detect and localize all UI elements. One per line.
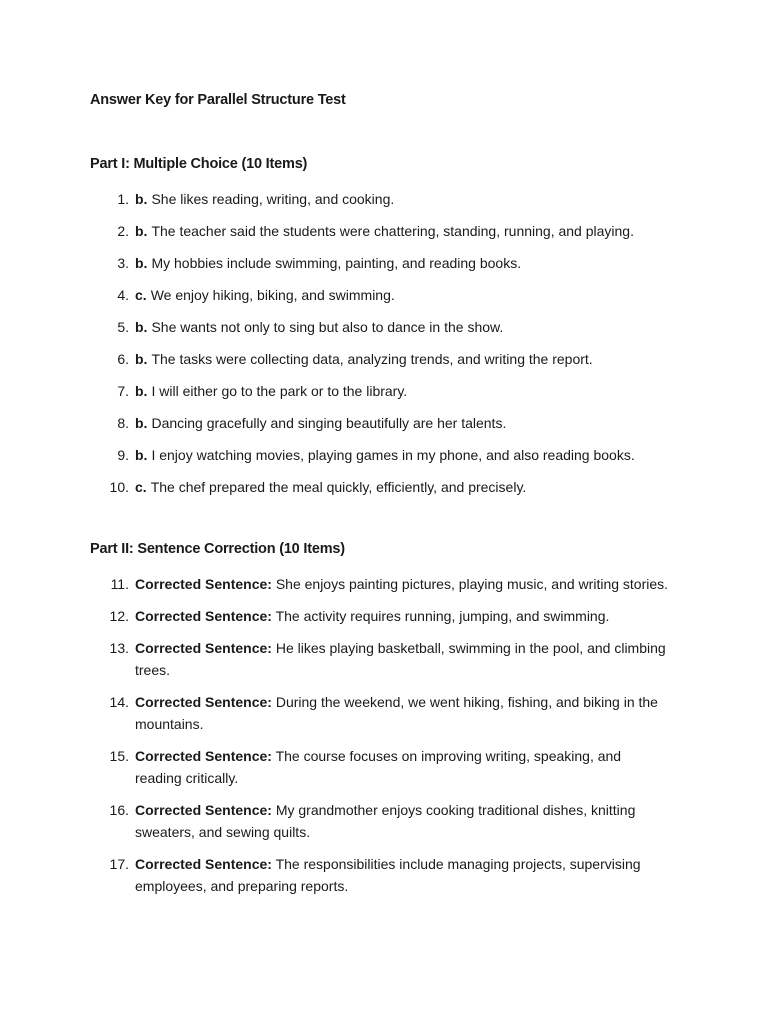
list-item (90, 799, 670, 843)
item-number: 2. (117, 223, 129, 239)
corrected-sentence-label: Corrected Sentence: (135, 694, 272, 710)
answer-text: I will either go to the park or to the library. (151, 383, 408, 399)
corrected-sentence-text: During the weekend, we went hiking, fishing, and biking in the mountains. (135, 694, 658, 732)
answer-letter: b. (135, 223, 148, 239)
list-item (90, 637, 670, 681)
item-number: 14. (109, 694, 129, 710)
item-number: 7. (117, 383, 129, 399)
answer-text: She likes reading, writing, and cooking. (151, 191, 395, 207)
item-number: 8. (117, 415, 129, 431)
answer-text: The tasks were collecting data, analyzing trends, and writing the report. (151, 351, 593, 367)
part2-answer-list (90, 573, 670, 907)
list-item (90, 380, 670, 402)
item-number: 3. (117, 255, 129, 271)
answer-text: She wants not only to sing but also to dance in the show. (151, 319, 504, 335)
answer-letter: b. (135, 415, 148, 431)
item-number: 10. (109, 479, 129, 495)
part2-heading: Part II: Sentence Correction (10 Items) (90, 541, 345, 557)
list-item (90, 188, 670, 210)
answer-text: The chef prepared the meal quickly, efficiently, and precisely. (150, 479, 527, 495)
item-number: 12. (109, 608, 129, 624)
corrected-sentence-label: Corrected Sentence: (135, 640, 272, 656)
item-number: 11. (110, 576, 129, 592)
list-item (90, 444, 670, 466)
corrected-sentence-text: The responsibilities include managing projects, supervising employees, and preparing reports. (135, 856, 641, 894)
answer-text: The teacher said the students were chattering, standing, running, and playing. (151, 223, 634, 239)
item-number: 16. (109, 802, 129, 818)
item-number: 4. (117, 287, 129, 303)
corrected-sentence-text: He likes playing basketball, swimming in the pool, and climbing trees. (135, 640, 666, 678)
corrected-sentence-label: Corrected Sentence: (135, 802, 272, 818)
answer-letter: b. (135, 255, 148, 271)
list-item (90, 691, 670, 735)
answer-letter: b. (135, 447, 148, 463)
answer-text: We enjoy hiking, biking, and swimming. (150, 287, 395, 303)
item-number: 15. (109, 748, 129, 764)
list-item (90, 348, 670, 370)
list-item (90, 316, 670, 338)
answer-text: I enjoy watching movies, playing games in my phone, and also reading books. (151, 447, 635, 463)
answer-letter: b. (135, 319, 148, 335)
answer-letter: c. (135, 287, 147, 303)
item-number: 5. (117, 319, 129, 335)
part1-heading: Part I: Multiple Choice (10 Items) (90, 156, 308, 172)
item-number: 13. (109, 640, 129, 656)
document-title: Answer Key for Parallel Structure Test (90, 92, 346, 108)
corrected-sentence-label: Corrected Sentence: (135, 748, 272, 764)
list-item (90, 220, 670, 242)
corrected-sentence-label: Corrected Sentence: (135, 608, 272, 624)
answer-letter: b. (135, 191, 148, 207)
list-item (90, 853, 670, 897)
list-item (90, 412, 670, 434)
corrected-sentence-text: The activity requires running, jumping, and swimming. (275, 608, 610, 624)
item-number: 6. (117, 351, 129, 367)
answer-text: My hobbies include swimming, painting, and reading books. (151, 255, 522, 271)
item-number: 17. (109, 856, 129, 872)
corrected-sentence-text: The course focuses on improving writing, speaking, and reading critically. (135, 748, 622, 786)
answer-letter: b. (135, 351, 148, 367)
answer-text: Dancing gracefully and singing beautifully are her talents. (151, 415, 507, 431)
item-number: 1. (117, 191, 129, 207)
list-item (90, 476, 670, 498)
part1-answer-list (90, 188, 670, 508)
list-item (90, 605, 670, 627)
answer-letter: b. (135, 383, 148, 399)
corrected-sentence-text: She enjoys painting pictures, playing music, and writing stories. (275, 576, 669, 592)
corrected-sentence-label: Corrected Sentence: (135, 856, 272, 872)
list-item (90, 745, 670, 789)
corrected-sentence-text: My grandmother enjoys cooking traditional dishes, knitting sweaters, and sewing quilts. (135, 802, 636, 840)
list-item (90, 573, 670, 595)
list-item (90, 252, 670, 274)
list-item (90, 284, 670, 306)
answer-letter: c. (135, 479, 147, 495)
item-number: 9. (117, 447, 129, 463)
corrected-sentence-label: Corrected Sentence: (135, 576, 272, 592)
